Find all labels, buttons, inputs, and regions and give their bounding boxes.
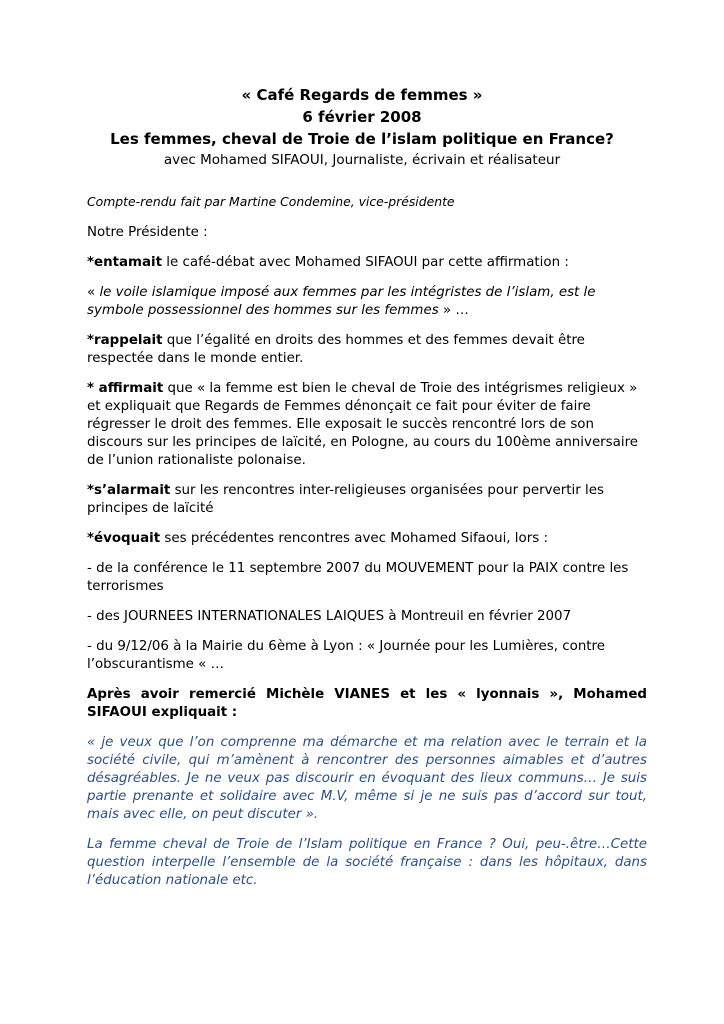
verb-alarmait: *s’alarmait xyxy=(87,483,171,498)
text-affirmait: que « la femme est bien le cheval de Troie des intégrismes religieux » et expliquait que Regards de Femmes dénonçait ce fait pour éviter de faire régresser le droit des femmes. Elle exposait le succès rencontré lors de son discours sur les principes de laïcité, en Pologne, au cours du 100ème anniversaire de l’union rationaliste polonaise. xyxy=(87,381,639,468)
text-evoquait: ses précédentes rencontres avec Mohamed Sifaoui, lors : xyxy=(160,531,548,546)
document-header xyxy=(0,84,724,170)
list-item: - de la conférence le 11 septembre 2007 du MOUVEMENT pour la PAIX contre les terrorismes xyxy=(87,561,629,594)
text-entamait: le café-débat avec Mohamed SIFAOUI par cette affirmation : xyxy=(162,255,569,270)
list-item: - des JOURNEES INTERNATIONALES LAIQUES à Montreuil en février 2007 xyxy=(87,609,572,624)
quote-voile xyxy=(87,284,647,320)
event-title: « Café Regards de femmes » xyxy=(241,86,483,104)
after-thanks-text: Après avoir remercié Michèle VIANES et les « lyonnais », Mohamed SIFAOUI expliquait : xyxy=(87,687,647,720)
paragraph-entamait xyxy=(87,254,647,272)
quote-voile-text: le voile islamique imposé aux femmes par les intégristes de l’islam, est le symbole possessionnel des hommes sur les femmes xyxy=(87,285,596,318)
list-item: - du 9/12/06 à la Mairie du 6ème à Lyon : « Journée pour les Lumières, contre l’obscurantisme « … xyxy=(87,639,606,672)
verb-entamait: *entamait xyxy=(87,255,163,270)
paragraph-alarmait xyxy=(87,482,647,518)
document-body xyxy=(87,193,647,902)
paragraph-evoquait xyxy=(87,530,647,548)
quote-cheval-de-troie: La femme cheval de Troie de l’Islam politique en France ? Oui, peu-.être…Cette question interpelle l’ensemble de la société française : dans les hôpitaux, dans l’éducation nationale etc. xyxy=(87,837,647,888)
quote-sifaoui: « je veux que l’on comprenne ma démarche et ma relation avec le terrain et la société civile, qui m’amènent à rencontrer des personnes aimables et d’autres désagréables. Je ne veux pas discourir en évoquant des lieux communs… Je suis partie prenante et solidaire avec M.V, même si je ne suis pas d’accord sur tout, mais avec elle, on peut discuter ». xyxy=(87,735,647,822)
quote-voile-open: « xyxy=(87,285,100,300)
verb-evoquait: *évoquait xyxy=(87,531,161,546)
event-guest: avec Mohamed SIFAOUI, Journaliste, écrivain et réalisateur xyxy=(163,152,561,168)
paragraph-after-thanks xyxy=(87,686,647,722)
event-date: 6 février 2008 xyxy=(302,108,422,126)
paragraph-rappelait xyxy=(87,332,647,368)
text-rappelait: que l’égalité en droits des hommes et des femmes devait être respectée dans le monde entier. xyxy=(87,333,585,366)
report-credit: Compte-rendu fait par Martine Condemine, vice-présidente xyxy=(87,194,455,209)
text-alarmait: sur les rencontres inter-religieuses organisées pour pervertir les principes de laïcité xyxy=(87,483,604,516)
presidente-label: Notre Présidente : xyxy=(87,225,208,240)
verb-rappelait: *rappelait xyxy=(87,333,163,348)
quote-voile-close: » … xyxy=(438,303,469,318)
event-subtitle: Les femmes, cheval de Troie de l’islam politique en France? xyxy=(110,130,614,148)
verb-affirmait: * affirmait xyxy=(87,381,164,396)
paragraph-affirmait xyxy=(87,380,647,470)
